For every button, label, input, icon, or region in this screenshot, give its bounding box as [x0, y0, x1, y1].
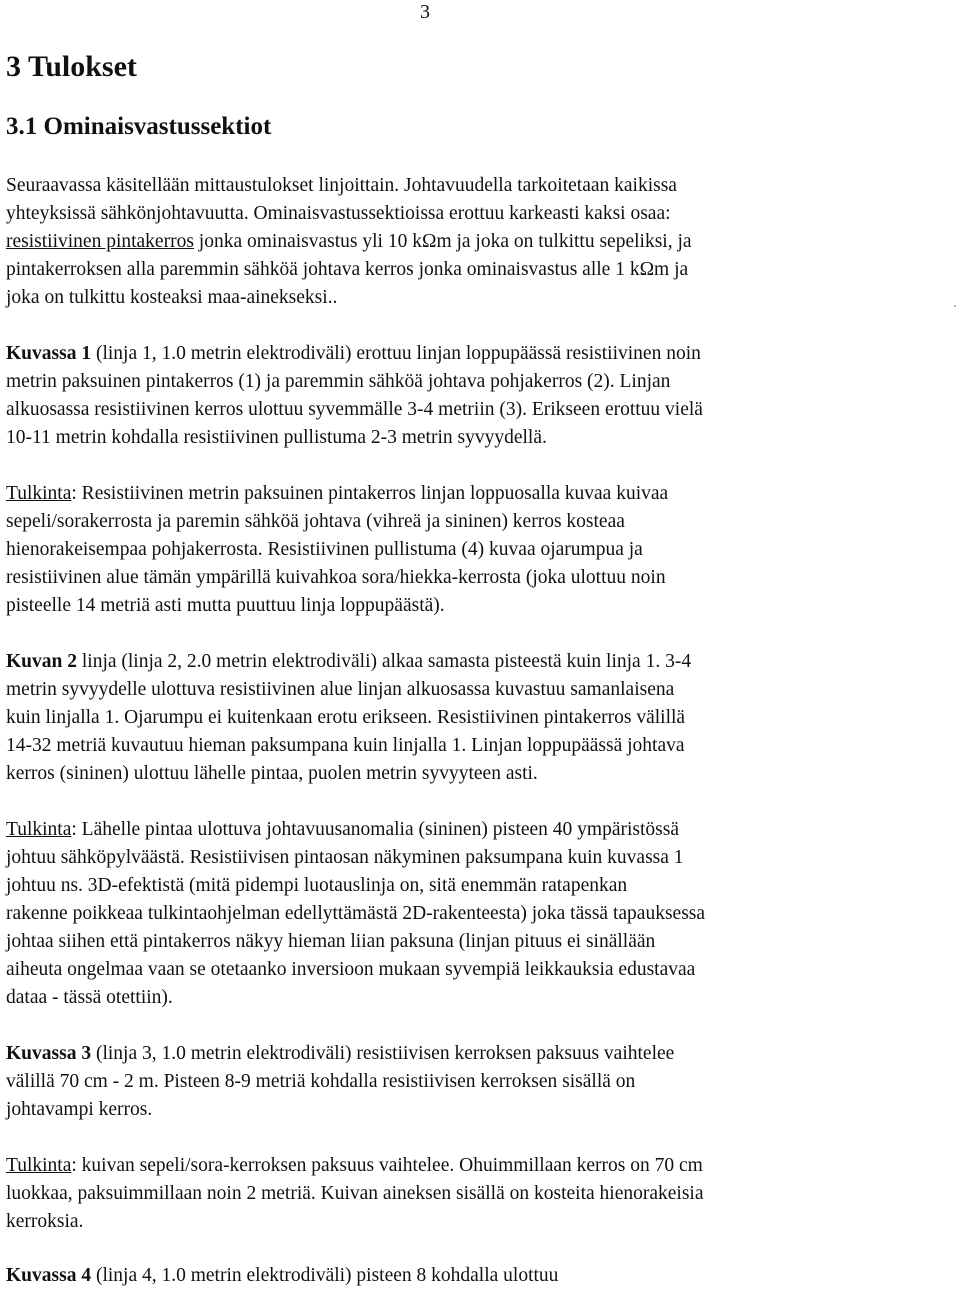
text-line: rakenne poikkeaa tulkintaohjelman edellyttämästä 2D-rakenteesta) joka tässä tapauksessa	[6, 903, 706, 924]
figure-reference: Kuvassa 4	[6, 1265, 92, 1286]
text-line: pintakerroksen alla paremmin sähköä johtava kerros jonka ominaisvastus alle 1 kΩm ja	[6, 259, 689, 280]
text-line: hienorakeisempaa pohjakerrosta. Resistiivinen pullistuma (4) kuvaa ojarumpua ja	[6, 539, 643, 560]
text-line: metrin syvyydelle ulottuva resistiivinen alue linjan alkuosassa kuvastuu samanlaisena	[6, 679, 675, 700]
page-number: 3	[420, 1, 430, 23]
text-line: johtaa siihen että pintakerros näkyy hieman liian paksuna (linjan pituus ei sinällään	[6, 931, 656, 952]
interpretation-label: Tulkinta	[6, 483, 72, 504]
subsection-heading: 3.1 Ominaisvastussektiot	[6, 113, 272, 140]
text-line	[6, 648, 946, 676]
text-line	[6, 228, 946, 256]
text-span: linja (linja 2, 2.0 metrin elektrodiväli) alkaa samasta pisteestä kuin linja 1. 3-4	[76, 651, 692, 672]
text-line: yhteyksissä sähkönjohtavuutta. Ominaisvastussektioissa erottuu karkeasti kaksi osaa:	[6, 203, 671, 224]
paragraph-figure-3	[6, 1040, 946, 1124]
text-span: : Resistiivinen metrin paksuinen pintakerros linjan loppuosalla kuvaa kuivaa	[71, 483, 669, 504]
paragraph-interpretation-3	[6, 1152, 946, 1236]
text-line: johtuu sähköpylväästä. Resistiivisen pintaosan näkyminen paksumpana kuin kuvassa 1	[6, 847, 684, 868]
text-line	[6, 816, 946, 844]
text-line: johtuu ns. 3D-efektistä (mitä pidempi luotauslinja on, sitä enemmän ratapenkan	[6, 875, 628, 896]
paragraph-interpretation-2	[6, 816, 946, 1012]
text-line: kerros (sininen) ulottuu lähelle pintaa, puolen metrin syvyyteen asti.	[6, 763, 538, 784]
text-line	[6, 1152, 946, 1180]
paragraph-figure-2	[6, 648, 946, 788]
interpretation-label: Tulkinta	[6, 819, 72, 840]
text-line	[6, 1040, 946, 1068]
text-line: Seuraavassa käsitellään mittaustulokset linjoittain. Johtavuudella tarkoitetaan kaikissa	[6, 175, 677, 196]
section-heading: 3 Tulokset	[6, 50, 137, 83]
text-line: kuin linjalla 1. Ojarumpu ei kuitenkaan erotu erikseen. Resistiivinen pintakerros välillä	[6, 707, 686, 728]
text-line: resistiivinen alue tämän ympärillä kuivahkoa sora/hiekka-kerrosta (joka ulottuu noin	[6, 567, 666, 588]
figure-reference: Kuvassa 3	[6, 1043, 92, 1064]
text-line: kerroksia.	[6, 1211, 84, 1232]
text-line: pisteelle 14 metriä asti mutta puuttuu linja loppupäästä).	[6, 595, 445, 616]
text-line: dataa - tässä otettiin).	[6, 987, 173, 1008]
figure-reference: Kuvassa 1	[6, 343, 92, 364]
text-span: (linja 3, 1.0 metrin elektrodiväli) resistiivisen kerroksen paksuus vaihtelee	[91, 1043, 675, 1064]
text-line: alkuosassa resistiivinen kerros ulottuu syvemmälle 3-4 metriin (3). Erikseen erottuu vielä	[6, 399, 703, 420]
text-line: sepeli/sorakerrosta ja paremin sähköä johtava (vihreä ja sininen) kerros kosteaa	[6, 511, 625, 532]
paragraph-figure-1	[6, 340, 946, 452]
scan-mark	[954, 305, 956, 307]
interpretation-label: Tulkinta	[6, 1155, 72, 1176]
text-line: metrin paksuinen pintakerros (1) ja paremmin sähköä johtava pohjakerros (2). Linjan	[6, 371, 671, 392]
text-line	[6, 480, 946, 508]
text-line: 14-32 metriä kuvautuu hieman paksumpana kuin linjalla 1. Linjan loppupäässä johtava	[6, 735, 685, 756]
text-line: johtavampi kerros.	[6, 1099, 153, 1120]
underlined-term: resistiivinen pintakerros	[6, 231, 194, 252]
text-span: (linja 1, 1.0 metrin elektrodiväli) erottuu linjan loppupäässä resistiivinen noin	[91, 343, 701, 364]
text-line	[6, 1262, 946, 1290]
paragraph-intro	[6, 172, 946, 312]
paragraph-interpretation-1	[6, 480, 946, 620]
text-span: jonka ominaisvastus yli 10 kΩm ja joka on tulkittu sepeliksi, ja	[193, 231, 692, 252]
text-line: joka on tulkittu kosteaksi maa-ainekseksi..	[6, 287, 338, 308]
text-line	[6, 340, 946, 368]
text-line: 10-11 metrin kohdalla resistiivinen pullistuma 2-3 metrin syvyydellä.	[6, 427, 547, 448]
text-line: välillä 70 cm - 2 m. Pisteen 8-9 metriä kohdalla resistiivisen kerroksen sisällä on	[6, 1071, 636, 1092]
text-span: : Lähelle pintaa ulottuva johtavuusanomalia (sininen) pisteen 40 ympäristössä	[71, 819, 679, 840]
figure-reference: Kuvan 2	[6, 651, 77, 672]
text-line: aiheuta ongelmaa vaan se otetaanko inversioon mukaan syvempiä leikkauksia edustavaa	[6, 959, 696, 980]
text-line: luokkaa, paksuimmillaan noin 2 metriä. Kuivan aineksen sisällä on kosteita hienorakeisia	[6, 1183, 704, 1204]
paragraph-figure-4	[6, 1262, 946, 1290]
text-span: : kuivan sepeli/sora-kerroksen paksuus vaihtelee. Ohuimmillaan kerros on 70 cm	[71, 1155, 703, 1176]
text-span: (linja 4, 1.0 metrin elektrodiväli) pisteen 8 kohdalla ulottuu	[91, 1265, 559, 1286]
